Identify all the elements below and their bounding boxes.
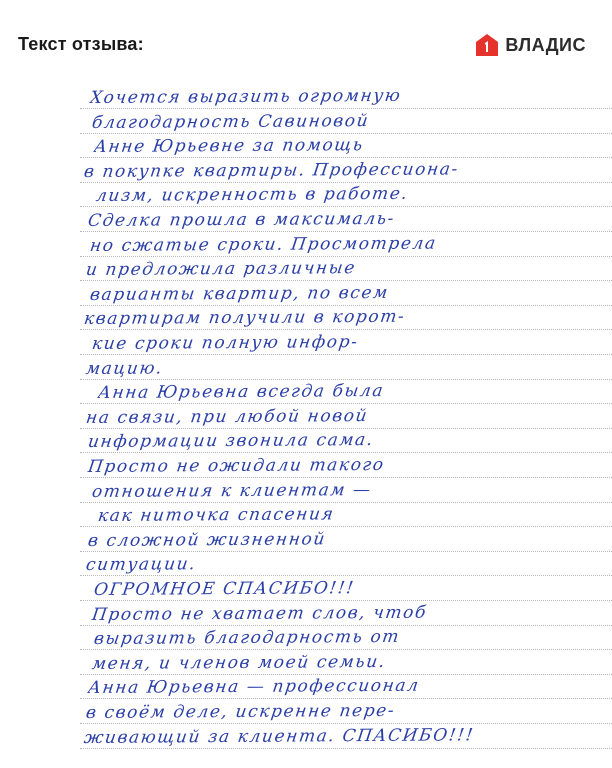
handwritten-line: кие сроки полную инфор- <box>90 332 360 354</box>
handwritten-line: Хочется выразить огромную <box>88 85 403 108</box>
handwritten-line: в своём деле, искренне пере- <box>84 700 397 723</box>
handwritten-line: но сжатые сроки. Просмотрела <box>88 233 439 256</box>
handwritten-line: в покупке квартиры. Профессиона- <box>82 159 461 182</box>
handwritten-line: в сложной жизненной <box>86 529 328 551</box>
handwritten-line: ОГРОМНОЕ СПАСИБО!!! <box>92 578 357 600</box>
handwritten-line: мацию. <box>84 358 165 379</box>
handwritten-line: квартирам получили в корот- <box>82 307 407 330</box>
handwritten-line: отношения к клиентам — <box>90 479 374 502</box>
handwritten-line: ситуации. <box>84 554 198 576</box>
handwritten-line: информации звонила сама. <box>86 430 376 453</box>
handwritten-review <box>0 66 612 768</box>
handwritten-line: Анна Юрьевна — профессионал <box>86 676 422 699</box>
handwritten-line: благодарность Савиновой <box>90 110 371 133</box>
handwritten-line: меня, и членов моей семьи. <box>90 651 388 674</box>
handwritten-line: на связи, при любой новой <box>84 405 370 428</box>
handwritten-line: Анне Юрьевне за помощь <box>92 135 366 158</box>
handwritten-line: варианты квартир, по всем <box>88 282 391 305</box>
page-title: Текст отзыва: <box>18 34 144 54</box>
handwritten-line: лизм, искренность в работе. <box>94 184 410 207</box>
logo-text: ВЛАДИС <box>505 34 586 55</box>
handwritten-line: Просто не ожидали такого <box>86 454 386 477</box>
header <box>0 0 612 66</box>
handwritten-line: Анна Юрьевна всегда была <box>96 381 386 404</box>
handwritten-line: Просто не хватает слов, чтоб <box>90 602 429 625</box>
handwritten-line: живающий за клиента. СПАСИБО!!! <box>82 724 476 748</box>
vladis-logo-icon <box>475 33 499 57</box>
handwritten-line: выразить благодарность от <box>92 627 402 650</box>
handwritten-line: Сделка прошла в максималь- <box>86 208 397 231</box>
handwritten-line: и предложила различные <box>84 258 358 281</box>
vladis-logo <box>475 32 586 58</box>
handwritten-line: как ниточка спасения <box>96 504 336 527</box>
